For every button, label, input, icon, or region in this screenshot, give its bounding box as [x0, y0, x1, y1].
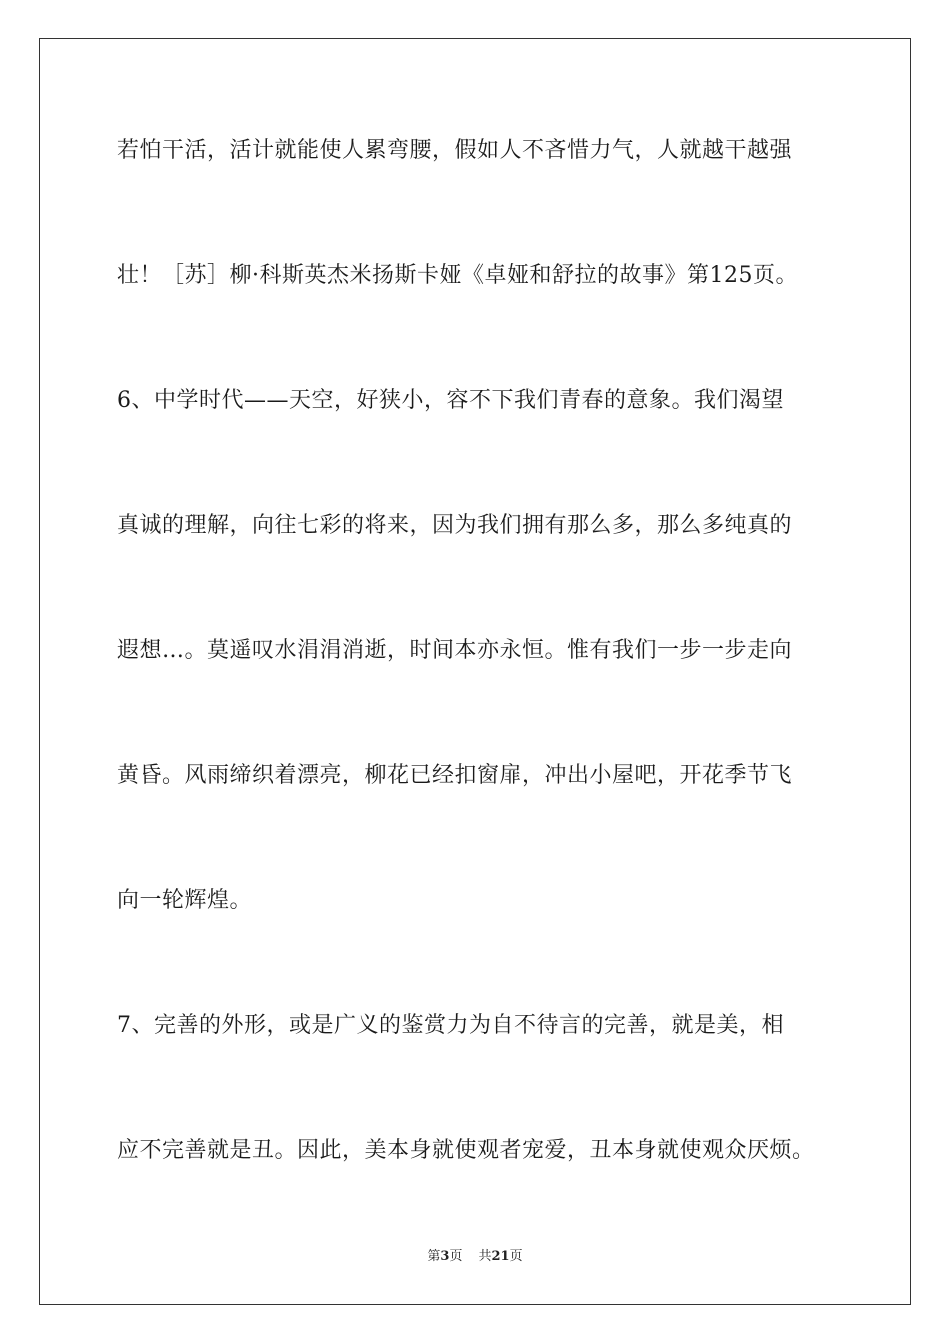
text-line: 遐想…。莫遥叹水涓涓消逝，时间本亦永恒。惟有我们一步一步走向: [117, 638, 793, 663]
total-pages: 21: [491, 1249, 510, 1264]
page-number: 3: [440, 1249, 450, 1264]
text-line: 应不完善就是丑。因此，美本身就使观者宠爱，丑本身就使观众厌烦。: [117, 1138, 815, 1163]
page-border: [39, 38, 911, 1305]
text-line: 若怕干活，活计就能使人累弯腰，假如人不吝惜力气，人就越干越强: [117, 138, 793, 163]
page-footer: [0, 1248, 950, 1266]
page-suffix: 页: [449, 1249, 463, 1264]
text-line: 6、中学时代——天空，好狭小，容不下我们青春的意象。我们渴望: [117, 388, 784, 413]
text-line: 向一轮辉煌。: [117, 888, 253, 913]
page-prefix: 第: [427, 1249, 441, 1264]
text-line: 真诚的理解，向往七彩的将来，因为我们拥有那么多，那么多纯真的: [117, 513, 793, 538]
text-line: 壮！［苏］柳·科斯英杰米扬斯卡娅《卓娅和舒拉的故事》第125页。: [117, 263, 798, 288]
total-prefix: 共: [478, 1249, 492, 1264]
text-line: 7、完善的外形，或是广义的鉴赏力为自不待言的完善，就是美，相: [117, 1013, 784, 1038]
text-line: 黄昏。风雨缔织着漂亮，柳花已经扣窗扉，冲出小屋吧，开花季节飞: [117, 763, 793, 788]
total-suffix: 页: [509, 1249, 523, 1264]
